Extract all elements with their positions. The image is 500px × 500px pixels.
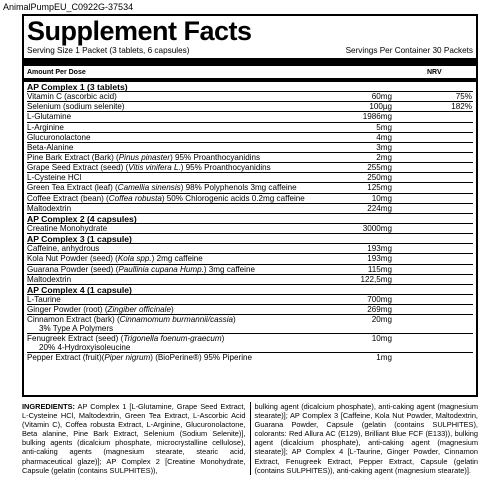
botanical-name: Zingiber officinale xyxy=(107,305,171,315)
name-part: ) xyxy=(170,305,174,315)
section-title: AP Complex 2 (4 capsules) xyxy=(27,213,137,224)
name-part: Green Tea Extract (leaf) ( xyxy=(27,183,118,193)
ingredients-text-2: bulking agent (dicalcium phosphate), anti-caking agent (magnesium stearate)]; AP Complex 3 [Caffeine, Kola Nut Powder, Maltodextrin, Guarana Powder, Capsule (gelatin (contains SULPHITES), colorants: Red Allura AC (E129), Brilliant Blue FCF (E133)), bulking agent (dicalcium phosphate), anti-caking agent (magnesium stearate)]; AP Complex 4 [L-Taurine, Ginger Powder, Cinnamon Extract, Fenugreek Extract, Pepper Extract, Capsule (gelatin (contains SULPHITES)), anti-caking agent (magnesium stearate)]. xyxy=(254,402,478,475)
nutrient-amount: 269mg xyxy=(367,305,392,315)
nutrient-name: Selenium (sodium selenite) xyxy=(27,102,125,112)
section-header xyxy=(27,234,473,244)
nutrient-amount: 193mg xyxy=(367,254,392,264)
nutrient-row xyxy=(27,295,473,305)
nutrient-row xyxy=(27,275,473,285)
name-part: Coffee Extract (bean) ( xyxy=(27,193,109,203)
table-header xyxy=(27,68,473,77)
name-part: ) (BioPerine®) 95% Piperine xyxy=(150,353,253,363)
nutrient-amount: 125mg xyxy=(367,183,392,193)
botanical-name: Pinus pinaster xyxy=(118,152,171,162)
nutrient-name xyxy=(27,353,252,363)
nutrient-subline: 20% 4-Hydroxyisoleucine xyxy=(39,343,131,353)
amount-per-dose-header: Amount Per Dose xyxy=(27,69,86,76)
nutrient-row xyxy=(27,163,473,173)
botanical-name: Cinnamomum burmannii/cassia xyxy=(119,315,234,325)
thick-divider xyxy=(24,58,476,66)
name-part: ) 3mg caffeine xyxy=(203,264,255,274)
nutrient-amount: 60mg xyxy=(371,92,392,102)
nutrient-amount: 4mg xyxy=(376,132,392,142)
nutrient-name: L-Arginine xyxy=(27,122,64,132)
nutrient-row xyxy=(27,92,473,102)
nutrient-row xyxy=(27,102,473,112)
name-part: ) xyxy=(221,334,225,344)
name-part: ) xyxy=(233,315,236,325)
botanical-name: Paullinia cupana Hump. xyxy=(118,264,204,274)
nutrient-amount: 1mg xyxy=(376,353,392,363)
nutrient-name: Maltodextrin xyxy=(27,274,72,284)
nutrient-amount: 3000mg xyxy=(362,223,392,233)
ingredients-text-1: AP Complex 1 [L-Glutamine, Grape Seed Extract, L-Cysteine HCl, Maltodextrin, Green Tea Extract, L-Ascorbic Acid (Vitamin C), Coffea robusta Extract, L-Arginine, Glucuronolactone, Beta alanine, Pine Bark Extract, Selenium (Sodium Selenite)], bulking agents (dicalcium phosphate, microcrystalline cellulose), anti-caking agents (magnesium stearate, stearic acid, pharmaceutical glaze)]; AP Complex 2 [Creatine Monohydrate, Capsule (gelatin (contains SULPHITES)), xyxy=(22,402,246,475)
name-part: Fenugreek Extract (seed) ( xyxy=(27,334,124,344)
nutrient-row xyxy=(27,123,473,133)
botanical-name: Piper nigrum xyxy=(104,353,151,363)
section-title: AP Complex 4 (1 capsule) xyxy=(27,284,132,295)
serving-info xyxy=(27,45,473,56)
section-header xyxy=(27,214,473,224)
nutrient-row xyxy=(27,334,473,353)
nutrient-row xyxy=(27,353,473,363)
nutrient-name xyxy=(27,194,305,204)
ingredients-column-2 xyxy=(250,402,479,475)
nutrient-row xyxy=(27,173,473,183)
nutrient-row xyxy=(27,112,473,122)
nutrient-row xyxy=(27,265,473,275)
servings-per-container: Servings Per Container 30 Packets xyxy=(345,46,473,55)
nutrient-name xyxy=(27,254,203,264)
botanical-name: Trigonella foenum-graecum xyxy=(123,334,222,344)
facts-table xyxy=(27,82,473,363)
nutrient-row xyxy=(27,183,473,193)
nutrient-amount: 10mg xyxy=(371,334,392,344)
nutrient-name: Creatine Monohydrate xyxy=(27,223,108,233)
name-part: ) 50% Chlorogenic acids 0.2mg caffeine xyxy=(161,193,305,203)
nutrient-row xyxy=(27,315,473,334)
nutrient-row xyxy=(27,204,473,214)
section-title: AP Complex 3 (1 capsule) xyxy=(27,234,132,245)
botanical-name: Vitis vinifera L. xyxy=(128,163,181,173)
ingredients-column-1 xyxy=(22,402,246,475)
nutrient-name xyxy=(27,183,297,193)
nutrient-amount: 122,5mg xyxy=(360,274,392,284)
name-part: ) 95% Proanthocyanidins xyxy=(180,163,271,173)
nutrient-row xyxy=(27,224,473,234)
nutrient-amount: 3mg xyxy=(376,142,392,152)
nutrient-name: Maltodextrin xyxy=(27,203,72,213)
name-part: Pepper Extract (fruit)( xyxy=(27,353,105,363)
nutrient-name: L-Glutamine xyxy=(27,112,72,122)
section-header xyxy=(27,285,473,295)
nutrient-amount: 250mg xyxy=(367,173,392,183)
nutrient-amount: 1986mg xyxy=(362,112,392,122)
nutrient-name: Vitamin C (ascorbic acid) xyxy=(27,92,117,102)
product-code: AnimalPumpEU_C0922G-37534 xyxy=(3,2,134,12)
section-header xyxy=(27,82,473,92)
botanical-name: Coffea robusta xyxy=(108,193,162,203)
name-part: Guarana Powder (seed) ( xyxy=(27,264,119,274)
nutrient-amount: 100µg xyxy=(369,102,392,112)
nutrient-amount: 700mg xyxy=(367,294,392,304)
nutrient-name: L-Taurine xyxy=(27,294,61,304)
name-part: Pine Bark Extract (Bark) ( xyxy=(27,152,119,162)
nutrient-amount: 224mg xyxy=(367,203,392,213)
name-part: Cinnamon Extract (bark) ( xyxy=(27,315,120,325)
botanical-name: Camellia sinensis xyxy=(117,183,181,193)
nutrient-amount: 115mg xyxy=(367,264,392,274)
nutrient-amount: 10mg xyxy=(371,193,392,203)
nutrient-nrv: 75% xyxy=(455,92,472,102)
nutrient-amount: 193mg xyxy=(367,244,392,254)
nutrient-name xyxy=(27,265,255,275)
nutrient-row xyxy=(27,194,473,204)
name-part: Grape Seed Extract (seed) ( xyxy=(27,163,129,173)
name-part: ) 2mg caffeine xyxy=(151,254,203,264)
nutrient-name: Beta-Alanine xyxy=(27,142,74,152)
nutrient-nrv: 182% xyxy=(451,102,472,112)
nutrient-name xyxy=(27,153,260,163)
nutrient-row xyxy=(27,254,473,264)
nutrient-name: Glucuronolactone xyxy=(27,132,91,142)
nutrient-name: L-Cysteine HCl xyxy=(27,173,82,183)
nutrient-row xyxy=(27,143,473,153)
nutrient-amount: 2mg xyxy=(376,152,392,162)
panel-title: Supplement Facts xyxy=(27,16,252,46)
ingredients-label: INGREDIENTS: xyxy=(22,402,75,411)
nutrient-name: Caffeine, anhydrous xyxy=(27,244,100,254)
name-part: ) 95% Proanthocyanidins xyxy=(170,152,261,162)
nutrient-row xyxy=(27,244,473,254)
name-part: Kola Nut Powder (seed) ( xyxy=(27,254,118,264)
nutrient-amount: 5mg xyxy=(376,122,392,132)
ingredients-block xyxy=(22,402,478,475)
supplement-facts-panel xyxy=(22,14,478,397)
nutrient-name xyxy=(27,163,271,173)
botanical-name: Kola spp. xyxy=(117,254,152,264)
nutrient-row xyxy=(27,305,473,315)
name-part: ) 98% Polyphenols 3mg caffeine xyxy=(180,183,297,193)
serving-size: Serving Size 1 Packet (3 tablets, 6 capsules) xyxy=(27,46,190,55)
nutrient-row xyxy=(27,133,473,143)
name-part: Ginger Powder (root) ( xyxy=(27,305,108,315)
nutrient-amount: 20mg xyxy=(371,315,392,325)
nutrient-name xyxy=(27,305,174,315)
section-title: AP Complex 1 (3 tablets) xyxy=(27,82,128,92)
nutrient-amount: 255mg xyxy=(367,163,392,173)
nutrient-subline: 3% Type A Polymers xyxy=(39,324,114,334)
nutrient-row xyxy=(27,153,473,163)
nrv-header: NRV xyxy=(427,69,442,76)
